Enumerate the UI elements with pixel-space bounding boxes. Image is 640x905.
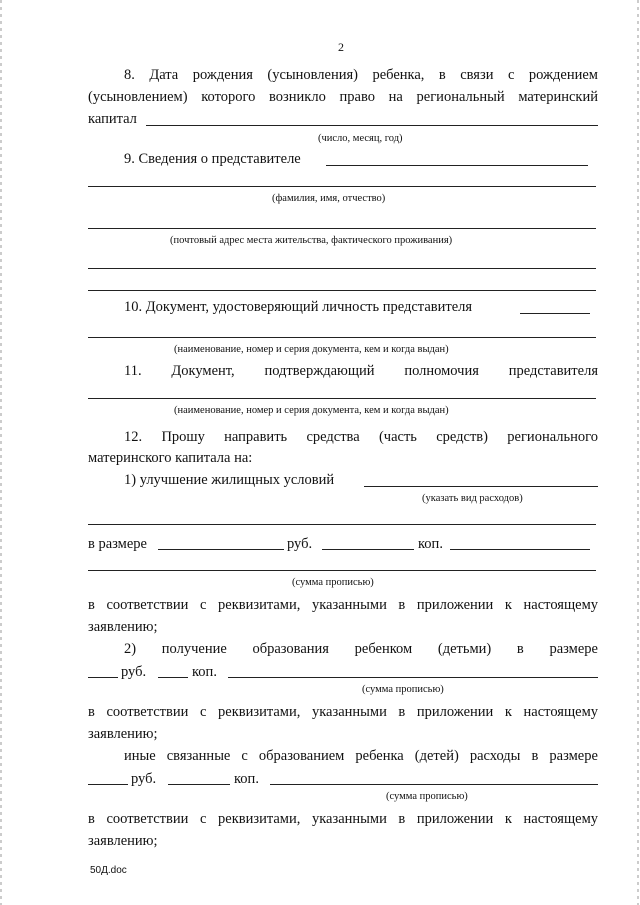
education-line: 2) получение образования ребенком (детьми) в размере <box>124 641 598 657</box>
birth-date-caption: (число, месяц, год) <box>318 133 403 144</box>
requisites-line-1b: заявлению; <box>88 619 158 635</box>
requisites-line-1a: в соответствии с реквизитами, указанными в приложении к настоящему <box>88 597 598 613</box>
kop-label-2: коп. <box>192 664 217 680</box>
authority-doc-field[interactable] <box>88 398 596 399</box>
address-line-3[interactable] <box>88 290 596 291</box>
expense-kind-field[interactable] <box>88 524 596 525</box>
item8-label-capital: капитал <box>88 111 137 127</box>
amount-words-caption-1: (сумма прописью) <box>292 577 374 588</box>
requisites-line-2b: заявлению; <box>88 726 158 742</box>
item10-label: 10. Документ, удостоверяющий личность представителя <box>124 299 473 315</box>
item12-line1: 12. Прошу направить средства (часть средств) регионального <box>124 429 598 445</box>
kop-label-1: коп. <box>418 536 443 552</box>
requisites-line-3a: в соответствии с реквизитами, указанными в приложении к настоящему <box>88 811 598 827</box>
scan-left-edge <box>0 0 2 905</box>
identity-doc-details-field[interactable] <box>88 337 596 338</box>
amount-words-field-2[interactable] <box>228 677 598 678</box>
identity-doc-caption: (наименование, номер и серия документа, кем и когда выдан) <box>174 344 449 355</box>
footer-filename: 50Д.doc <box>90 865 127 876</box>
rub-field-1[interactable] <box>322 549 414 550</box>
rub-label-2: руб. <box>121 664 147 680</box>
birth-date-field[interactable] <box>146 125 598 126</box>
kop-label-3: коп. <box>234 771 259 787</box>
rub-field-2[interactable] <box>88 677 118 678</box>
amount-words-field-1[interactable] <box>88 570 596 571</box>
amount-words-caption-3: (сумма прописью) <box>386 791 468 802</box>
rub-label-3: руб. <box>131 771 157 787</box>
kop-field-1[interactable] <box>450 549 590 550</box>
requisites-line-2a: в соответствии с реквизитами, указанными в приложении к настоящему <box>88 704 598 720</box>
amount-field[interactable] <box>158 549 284 550</box>
kop-field-3[interactable] <box>168 784 230 785</box>
expense-kind-caption: (указать вид расходов) <box>422 493 523 504</box>
scan-right-edge <box>637 0 639 905</box>
authority-doc-caption: (наименование, номер и серия документа, кем и когда выдан) <box>174 405 449 416</box>
representative-name-field[interactable] <box>88 186 596 187</box>
housing-label: 1) улучшение жилищных условий <box>124 472 335 488</box>
representative-address-field[interactable] <box>88 228 596 229</box>
housing-field[interactable] <box>364 486 598 487</box>
rub-label-1: руб. <box>287 536 313 552</box>
amount-words-caption-2: (сумма прописью) <box>362 684 444 695</box>
item12-line2: материнского капитала на: <box>88 450 253 466</box>
item9-label: 9. Сведения о представителе <box>124 151 301 167</box>
kop-field-2[interactable] <box>158 677 188 678</box>
representative-name-caption: (фамилия, имя, отчество) <box>272 193 386 204</box>
representative-field[interactable] <box>326 165 588 166</box>
item8-line2: (усыновлением) которого возникло право на региональный материнский <box>88 89 598 105</box>
requisites-line-3b: заявлению; <box>88 833 158 849</box>
representative-address-caption: (почтовый адрес места жительства, фактического проживания) <box>170 235 453 246</box>
item11-line: 11. Документ, подтверждающий полномочия представителя <box>124 363 598 379</box>
amount-words-field-3[interactable] <box>270 784 598 785</box>
rub-field-3[interactable] <box>88 784 128 785</box>
item8-line1: 8. Дата рождения (усыновления) ребенка, в связи с рождением <box>124 67 598 83</box>
identity-doc-field[interactable] <box>520 313 590 314</box>
address-line-2[interactable] <box>88 268 596 269</box>
other-expenses-line: иные связанные с образованием ребенка (детей) расходы в размере <box>124 748 598 764</box>
page-number: 2 <box>338 40 344 54</box>
amount-prefix: в размере <box>88 536 147 552</box>
